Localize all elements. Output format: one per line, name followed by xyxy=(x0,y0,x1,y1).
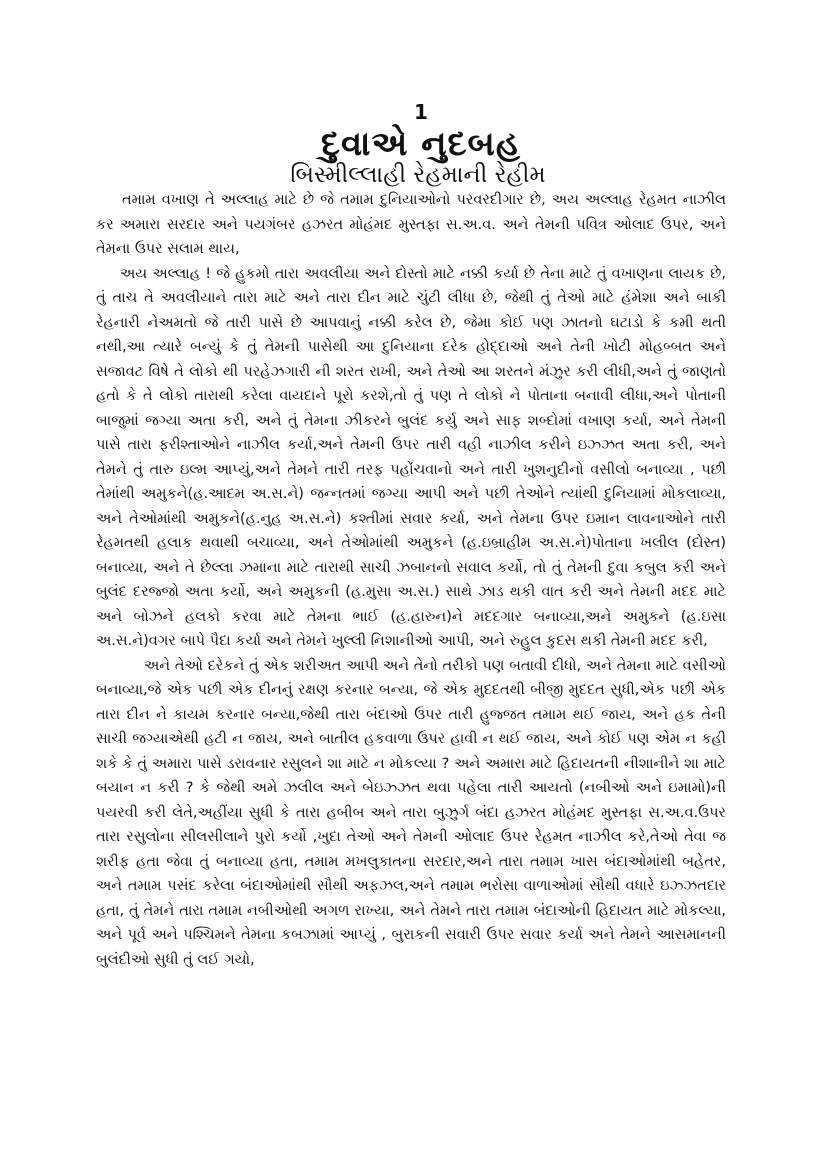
document-body xyxy=(96,188,726,972)
paragraph-successors: અને તેઓ દરેકને તું એક શરીઅત આપી અને તેનો તરીકો પણ બતાવી દીધો, અને તેમના માટે વસીઓ બનાવ્યા,જે એક પછી એક દીનનું રક્ષણ કરનાર બન્યા, જે એક મુદદતથી બીજી મુદદત સુધી,એક પછી એક તારા દીન ને કાયમ કરનાર બન્યા,જેથી તારા બંદાઓ ઉપર તારી હુજ્જત તમામ થઈ જાય, અને હક તેની સાચી જગ્યાએથી હટી ન જાય, અને બાતીલ હકવાળા ઉપર હાવી ન થઈ જાય, અને કોઈ પણ એમ ન કહી શકે કે તું અમારા પાસે ડરાવનાર રસુલને શા માટે ન મોકલ્યા ? અને અમારા માટે હિદાયતની નીશાનીને શા માટે બયાન ન કરી ? કે જેથી અમે ઝલીલ અને બેઇઝ્ઝત થવા પહેલા તારી આયતો (નબીઓ અને ઇમામો)ની પયરવી કરી લેતે,અહીંયા સુધી કે તારા હબીબ અને તારા બુઝુર્ગ બંદા હઝરત મોહંમદ મુસ્તફા સ.અ.વ.ઉપર તારા રસુલોના સીલસીલાને પુરો કર્યો ,ખુદા તેઓ અને તેમની ઓલાદ ઉપર રેહમત નાઝીલ કરે,તેઓ તેવા જ શરીફ હતા જેવા તું બનાવ્યા હતા, તમામ મખલુકાતના સરદાર,અને તારા તમામ ખાસ બંદાઓમાંથી બહેતર, અને તમામ પસંદ કરેલા બંદાઓમાંથી સૌથી અફઝલ,અને તમામ ભરોસા વાળાઓમાં સૌથી વધારે ઇઝ્ઝતદાર હતા, તું તેમને તારા તમામ નબીઓથી અગળ રાખ્યા, અને તેમને તારા તમામ બંદાઓની હિદાયત માટે મોકલ્યા, અને પૂર્વ અને પશ્ચિમને તેમના કબઝામાં આપ્યું , બુરાકની સવારી ઉપર સવાર કર્યા અને તેમને આસમાનની બુલંદીઓ સુધી તું લઈ ગયો, xyxy=(96,657,726,968)
paragraph-praise: તમામ વખાણ તે અલ્લાહ માટે છે જે તમામ દુનિયાઓનો પરવરદીગાર છે, અય અલ્લાહ રેહમત નાઝીલ કર અમારા સરદાર અને પયગંબર હઝરત મોહંમદ મુસ્તફા સ.અ.વ. અને તેમની પવિત્ર ઓલાદ ઉપર, અને તેમના ઉપર સલામ થાય, xyxy=(96,192,726,257)
page-number: 1 xyxy=(414,100,428,124)
paragraph-prophets: અય અલ્લાહ ! જે હુકમો તારા અવલીયા અને દોસ્તો માટે નક્કી કર્યા છે તેના માટે તું વખાણના લાયક છે, તું તાચ તે અવલીયાને તારા માટે અને તારા દીન માટે ચુંટી લીધા છે, જેથી તું તેઓ માટે હંમેશા અને બાકી રેહનારી નેઅમતો જે તારી પાસે છે આપવાનું નક્કી કરેલ છે, જેમા કોઈ પણ ઝાતનો ઘટાડો કે કમી થતી નથી,આ ત્યારે બન્યું કે તું તેમની પાસેથી આ દુનિયાના દરેક હોદ્દાઓ અને તેની ખોટી મોહબ્બત અને સજાવટ વિષે તે લોકો થી પરહેઝગારી ની શરત રાખી, અને તેઓ આ શરતને મંઝુર કરી લીધી,અને તું જાણતો હતો કે તે લોકો તારાથી કરેલા વાયદાને પૂરો કરશે,તો તું પણ તે લોકો ને પોતાના બનાવી લીધા,અને પોતાની બાજુમાં જગ્યા અતા કરી, અને તું તેમના ઝીકરને બુલંદ કર્યુ અને સાફ શબ્દોમાં વખાણ કર્યા, અને તેમની પાસે તારા ફરીશ્તાઓને નાઝીલ કર્યા,અને તેમની ઉપર તારી વહી નાઝીલ કરીને ઇઝ્ઝત અતા કરી, અને તેમને તું તારુ ઇલ્મ આપ્યું,અને તેમને તારી તરફ પહોંચવાનો અને તારી ખુશનુદીનો વસીલો બનાવ્યા , પછી તેમાંથી અમુકને(હ.આદમ અ.સ.ને) જન્નતમાં જગ્યા આપી અને પછી તેઓને ત્યાંથી દુનિયામાં મોકલાવ્યા, અને તેઓમાંથી અમુકને(હ.નુહ અ.સ.ને) કશ્તીમાં સવાર કર્યા, અને તેમના ઉપર ઇમાન લાવનાઓને તારી રેહમતથી હલાક થવાથી બચાવ્યા, અને તેઓમાંથી અમુકને (હ.ઇબ્રાહીમ અ.સ.ને)પોતાના ખલીલ (દોસ્ત) બનાવ્યા, અને તે છેલ્લા ઝમાના માટે તારાથી સાચી ઝબાનનો સવાલ કર્યો, તો તું તેમની દુવા કબુલ કરી અને બુલંદ દરજ્જો અતા કર્યો, અને અમુકની (હ.મુસા અ.સ.) સાથે ઝાડ થકી વાત કરી અને તેમની મદદ માટે અને બોઝને હલકો કરવા માટે તેમના ભાઈ (હ.હારુન)ને મદદગાર બનાવ્યા,અને અમુકને (હ.ઇસા અ.સ.ને)વગર બાપે પૈદા કર્યા અને તેમને ખુલ્લી નિશાનીઓ આપી, અને રુહુલ કુદસ થકી તેમની મદદ કરી, xyxy=(96,265,726,649)
document-title: દુવાએ નુદબહ xyxy=(320,124,522,164)
document-subtitle: બિસ્મીલ્લાહી રેહમાની રેહીમ xyxy=(290,162,546,188)
